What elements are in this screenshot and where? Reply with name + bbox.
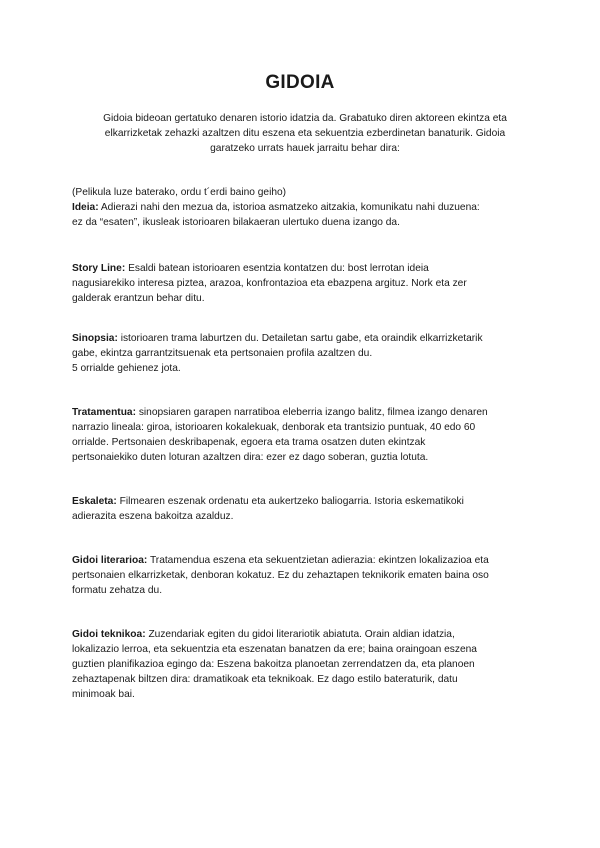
intro-line: Gidoia bideoan gertatuko denaren istorio idatzia da. Grabatuko diren aktoreen ekintza eta	[103, 113, 507, 124]
section-text: orrialde. Pertsonaien deskribapenak, egoera eta trama osatzen duten ekintzak	[72, 437, 426, 448]
section-text: minimoak bai.	[72, 689, 135, 700]
intro-line: garatzeko urrats hauek jarraitu behar dira:	[210, 143, 400, 154]
section-text: zehaztapenak biltzen dira: dramatikoak eta teknikoak. Ez dago estilo bateraturik, datu	[72, 674, 458, 685]
section-text: 5 orrialde gehienez jota.	[72, 363, 181, 374]
section-text: Tratamendua eszena eta sekuentzietan adierazia: ekintzen lokalizazioa eta	[149, 555, 489, 566]
section-term: Gidoi literarioa:	[72, 555, 148, 566]
section-gidoi-literarioa	[72, 553, 542, 598]
section-text: formatu zehatza du.	[72, 585, 163, 596]
section-text: adierazita eszena bakoitza azalduz.	[72, 511, 234, 522]
section-text: guztien planifikazioa egingo da: Eszena bakoitza planoetan zerrendatzen da, eta planoen	[72, 659, 475, 670]
section-tratamentua	[72, 405, 542, 465]
section-text: galderak erantzun behar ditu.	[72, 293, 205, 304]
section-term: Ideia:	[72, 202, 99, 213]
section-text: lokalizazio lerroa, eta sekuentzia eta eszenatan banatzen da ere; baina oraingoan eszena	[72, 644, 477, 655]
section-text: Zuzendariak egiten du gidoi literariotik abiatuta. Orain aldian idatzia,	[148, 629, 455, 640]
section-term: Sinopsia:	[72, 333, 118, 344]
section-text: istorioaren trama laburtzen du. Detailetan sartu gabe, eta oraindik elkarrizketarik	[120, 333, 483, 344]
section-text: Adierazi nahi den mezua da, istorioa asmatzeko aitzakia, komunikatu nahi duzuena:	[100, 202, 480, 213]
section-gidoi-teknikoa	[72, 627, 542, 702]
section-term: Eskaleta:	[72, 496, 117, 507]
section-term: Gidoi teknikoa:	[72, 629, 146, 640]
section-text: Esaldi batean istorioaren esentzia kontatzen du: bost lerrotan ideia	[128, 263, 429, 274]
section-text: pertsonaiekiko duten loturan azaltzen dira: ezer ez dago soberan, guztia lotuta.	[72, 452, 429, 463]
section-ideia	[72, 185, 542, 230]
section-text: ez da “esaten”, ikusleak istorioaren bilakaeran ulertuko duena izango da.	[72, 217, 400, 228]
section-term: Story Line:	[72, 263, 126, 274]
section-term: Tratamentua:	[72, 407, 136, 418]
section-story-line	[72, 261, 542, 306]
page-title: GIDOIA	[265, 72, 335, 93]
section-text: sinopsiaren garapen narratiboa eleberria izango balitz, filmea izango denaren	[138, 407, 488, 418]
section-sinopsia	[72, 331, 542, 376]
section-text: pertsonaien elkarrizketak, denboran kokatuz. Ez du zehaztapen teknikorik ematen baina oso	[72, 570, 489, 581]
section-eskaleta	[72, 494, 542, 524]
section-text: narrazio lineala: giroa, istorioaren kokalekuak, denborak eta trantsizio puntuak, 40 edo 60	[72, 422, 476, 433]
intro-paragraph	[70, 111, 540, 156]
section-note: (Pelikula luze baterako, ordu t´erdi baino geiho)	[72, 187, 287, 198]
intro-line: elkarrizketak zehazki azaltzen ditu eszena eta sekuentzia ezberdinetan banaturik. Gidoia	[104, 128, 506, 139]
section-text: Filmearen eszenak ordenatu eta aukertzeko baliogarria. Istoria eskematikoki	[119, 496, 464, 507]
section-text: nagusiarekiko interesa piztea, arazoa, konfrontazioa eta ebazpena argituz. Nork eta zer	[72, 278, 467, 289]
section-text: gabe, ekintza garrantzitsuenak eta pertsonaien profila azaltzen du.	[72, 348, 373, 359]
